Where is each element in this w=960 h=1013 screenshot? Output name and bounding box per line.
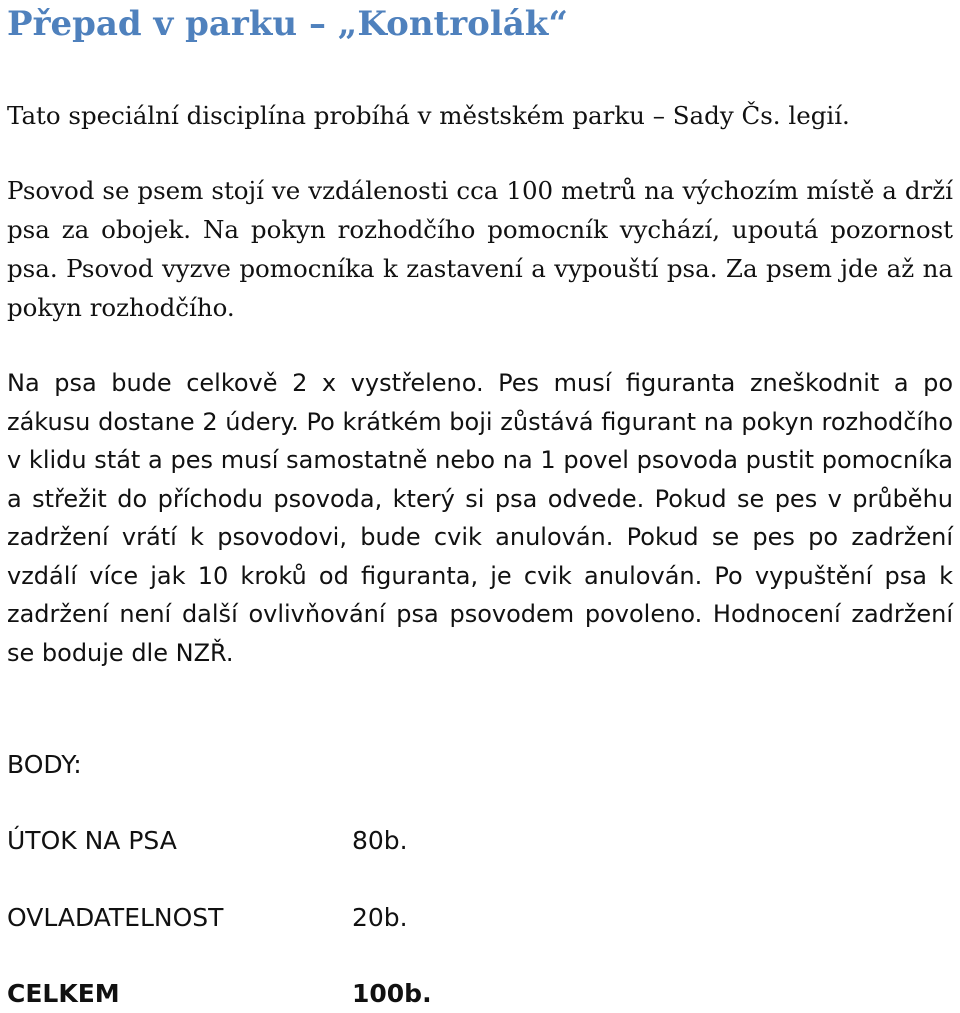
points-value: 20b. xyxy=(352,903,408,932)
points-value: 80b. xyxy=(352,826,408,855)
rules-paragraph: Na psa bude celkově 2 x vystřeleno. Pes musí figuranta zneškodnit a po zákusu dostane 2 údery. Po krátkém boji zůstává figurant na pokyn rozhodčího v klidu stát a pes musí samostatně nebo na 1 povel psovoda pustit pomocníka a střežit do příchodu psovoda, který si psa odvede. Pokud se pes v průběhu zadržení vrátí k psovodovi, bude cvik anulován. Pokud se pes po zadržení vzdálí více jak 10 kroků od figuranta, je cvik anulován. Po vypuštění psa k zadržení není další ovlivňování psa psovodem povoleno. Hodnocení zadržení se boduje dle NZŘ. xyxy=(7,369,953,667)
intro-paragraph: Tato speciální disciplína probíhá v městském parku – Sady Čs. legií. xyxy=(7,101,850,130)
document-title: Přepad v parku – „Kontrolák“ xyxy=(7,4,568,44)
points-label: ÚTOK NA PSA xyxy=(7,826,177,855)
points-total-label: CELKEM xyxy=(7,979,120,1008)
procedure-paragraph: Psovod se psem stojí ve vzdálenosti cca 100 metrů na výchozím místě a drží psa za obojek. Na pokyn rozhodčího pomocník vychází, upoutá pozornost psa. Psovod vyzve pomocníka k zastavení a vypouští psa. Za psem jde až na pokyn rozhodčího. xyxy=(7,176,953,322)
points-label: OVLADATELNOST xyxy=(7,903,224,932)
points-total-value: 100b. xyxy=(352,979,432,1008)
points-heading: BODY: xyxy=(7,750,82,779)
